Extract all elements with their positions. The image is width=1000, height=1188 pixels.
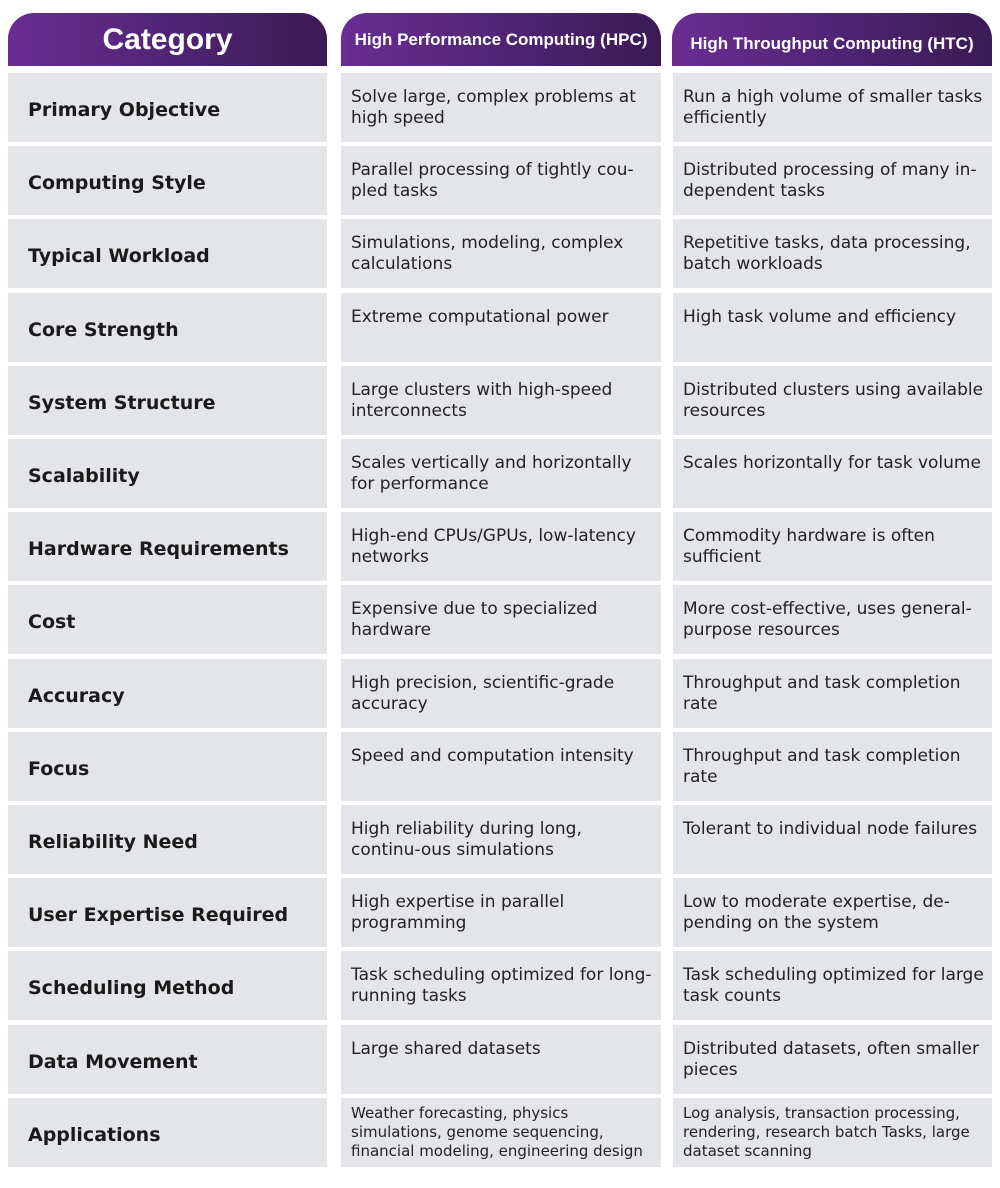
- hpc-cell: Large shared datasets: [341, 1025, 661, 1094]
- htc-cell: Distributed processing of many in-dependent tasks: [673, 146, 992, 215]
- hpc-cell: Solve large, complex problems at high speed: [341, 73, 661, 142]
- row-category-cell: Reliability Need: [8, 805, 327, 874]
- row-category-cell: Accuracy: [8, 659, 327, 728]
- htc-cell: Scales horizontally for task volume: [673, 439, 992, 508]
- row-category-cell: Applications: [8, 1098, 327, 1167]
- row-category-cell: System Structure: [8, 366, 327, 435]
- header-hpc: High Performance Computing (HPC): [341, 13, 661, 66]
- header-htc: High Throughput Computing (HTC): [672, 13, 992, 66]
- header-category: Category: [8, 13, 327, 66]
- htc-cell: Log analysis, transaction processing, rendering, research batch Tasks, large dataset scanning: [673, 1098, 992, 1167]
- row-category-cell: Hardware Requirements: [8, 512, 327, 581]
- htc-cell: Repetitive tasks, data processing, batch workloads: [673, 219, 992, 288]
- row-category-cell: Primary Objective: [8, 73, 327, 142]
- row-category-cell: Scalability: [8, 439, 327, 508]
- row-category-cell: Typical Workload: [8, 219, 327, 288]
- hpc-cell: Parallel processing of tightly cou-pled tasks: [341, 146, 661, 215]
- htc-cell: Throughput and task completion rate: [673, 732, 992, 801]
- hpc-cell: High reliability during long, continu-ous simulations: [341, 805, 661, 874]
- row-category-cell: User Expertise Required: [8, 878, 327, 947]
- row-category-cell: Data Movement: [8, 1025, 327, 1094]
- htc-cell: Distributed datasets, often smaller pieces: [673, 1025, 992, 1094]
- htc-cell: Run a high volume of smaller tasks efficiently: [673, 73, 992, 142]
- htc-cell: Commodity hardware is often sufficient: [673, 512, 992, 581]
- htc-cell: Throughput and task completion rate: [673, 659, 992, 728]
- htc-cell: Task scheduling optimized for large task counts: [673, 951, 992, 1020]
- row-category-cell: Core Strength: [8, 293, 327, 362]
- hpc-cell: Scales vertically and horizontally for performance: [341, 439, 661, 508]
- row-category-cell: Cost: [8, 585, 327, 654]
- row-category-cell: Focus: [8, 732, 327, 801]
- htc-cell: Tolerant to individual node failures: [673, 805, 992, 874]
- hpc-cell: High expertise in parallel programming: [341, 878, 661, 947]
- htc-cell: High task volume and efficiency: [673, 293, 992, 362]
- hpc-cell: Task scheduling optimized for long-running tasks: [341, 951, 661, 1020]
- hpc-cell: High precision, scientific-grade accuracy: [341, 659, 661, 728]
- hpc-cell: Speed and computation intensity: [341, 732, 661, 801]
- hpc-cell: High-end CPUs/GPUs, low-latency networks: [341, 512, 661, 581]
- htc-cell: Distributed clusters using available resources: [673, 366, 992, 435]
- row-category-cell: Computing Style: [8, 146, 327, 215]
- hpc-cell: Weather forecasting, physics simulations, genome sequencing, financial modeling, engineering design: [341, 1098, 661, 1167]
- hpc-cell: Expensive due to specialized hardware: [341, 585, 661, 654]
- hpc-cell: Extreme computational power: [341, 293, 661, 362]
- hpc-cell: Large clusters with high-speed interconnects: [341, 366, 661, 435]
- htc-cell: Low to moderate expertise, de-pending on the system: [673, 878, 992, 947]
- hpc-cell: Simulations, modeling, complex calculations: [341, 219, 661, 288]
- htc-cell: More cost-effective, uses general-purpose resources: [673, 585, 992, 654]
- row-category-cell: Scheduling Method: [8, 951, 327, 1020]
